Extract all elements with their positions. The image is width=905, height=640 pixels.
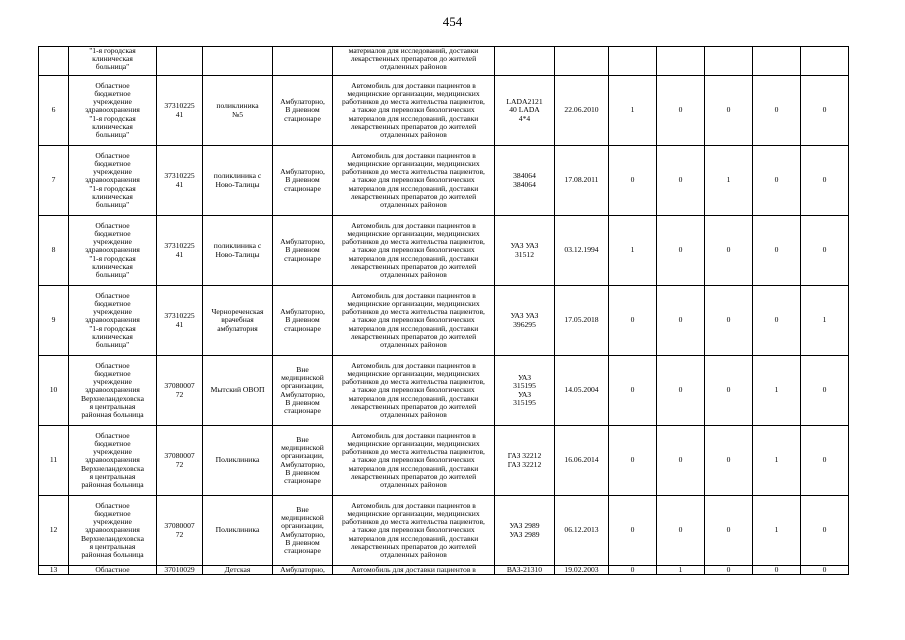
cell-date: [555, 47, 609, 76]
cell-count: 0: [705, 496, 753, 566]
table-row: [39, 216, 849, 286]
cell-model: ВАЗ-21310: [495, 566, 555, 575]
cell-num: 13: [39, 566, 69, 575]
cell-organization: Областное бюджетное учреждение здравоохранения "1-я городская клиническая больница": [69, 76, 157, 146]
page-number: 454: [442, 14, 463, 29]
cell-date: 06.12.2013: [555, 496, 609, 566]
cell-purpose: Автомобиль для доставки пациентов в: [333, 566, 495, 575]
table-row-continued: [39, 47, 849, 76]
cell-count: 0: [657, 496, 705, 566]
cell-count: [801, 47, 849, 76]
cell-purpose: Автомобиль для доставки пациентов в медицинские организации, медицинских работников до места жительства пациентов, а также для перевозки биологических материалов для исследований, доставки лекарственных препаратов до жителей отдаленных районов: [333, 426, 495, 496]
cell-count: 0: [705, 426, 753, 496]
cell-date: 14.05.2004: [555, 356, 609, 426]
cell-date: 22.06.2010: [555, 76, 609, 146]
cell-count: 0: [753, 566, 801, 575]
cell-count: 0: [801, 566, 849, 575]
cell-code: 37080007 72: [157, 496, 203, 566]
cell-num: 7: [39, 146, 69, 216]
cell-count: [657, 47, 705, 76]
cell-num: 6: [39, 76, 69, 146]
cell-count: 0: [609, 356, 657, 426]
cell-num: 10: [39, 356, 69, 426]
cell-purpose: Автомобиль для доставки пациентов в медицинские организации, медицинских работников до места жительства пациентов, а также для перевозки биологических материалов для исследований, доставки лекарственных препаратов до жителей отдаленных районов: [333, 356, 495, 426]
cell-code: 37310225 41: [157, 216, 203, 286]
cell-organization: "1-я городская клиническая больница": [69, 47, 157, 76]
cell-care-type: Амбулаторно,: [273, 566, 333, 575]
cell-organization: Областное бюджетное учреждение здравоохранения "1-я городская клиническая больница": [69, 146, 157, 216]
cell-date: 17.05.2018: [555, 286, 609, 356]
cell-count: 0: [609, 286, 657, 356]
cell-purpose: Автомобиль для доставки пациентов в медицинские организации, медицинских работников до места жительства пациентов, а также для перевозки биологических материалов для исследований, доставки лекарственных препаратов до жителей отдаленных районов: [333, 496, 495, 566]
cell-code: [157, 47, 203, 76]
table-row: [39, 146, 849, 216]
cell-model: УАЗ 315195 УАЗ 315195: [495, 356, 555, 426]
cell-count: 0: [801, 426, 849, 496]
cell-model: LADA2121 40 LADA 4*4: [495, 76, 555, 146]
cell-count: 0: [609, 146, 657, 216]
cell-model: УАЗ УАЗ 396295: [495, 286, 555, 356]
cell-num: 9: [39, 286, 69, 356]
cell-count: 0: [705, 566, 753, 575]
cell-num: 12: [39, 496, 69, 566]
cell-count: 0: [657, 426, 705, 496]
cell-care-type: Амбулаторно, В дневном стационаре: [273, 286, 333, 356]
cell-model: 384064 384064: [495, 146, 555, 216]
cell-count: 0: [753, 286, 801, 356]
cell-count: 0: [801, 356, 849, 426]
cell-num: [39, 47, 69, 76]
vehicle-table: [38, 46, 849, 575]
cell-count: 1: [753, 356, 801, 426]
cell-date: 03.12.1994: [555, 216, 609, 286]
cell-count: 0: [609, 426, 657, 496]
cell-care-type: Вне медицинской организации, Амбулаторно, В дневном стационаре: [273, 356, 333, 426]
cell-count: 0: [801, 216, 849, 286]
cell-count: 0: [657, 216, 705, 286]
cell-unit: Мытский ОВОП: [203, 356, 273, 426]
cell-model: УАЗ УАЗ 31512: [495, 216, 555, 286]
cell-care-type: Вне медицинской организации, Амбулаторно, В дневном стационаре: [273, 496, 333, 566]
cell-date: 16.06.2014: [555, 426, 609, 496]
cell-count: 0: [801, 146, 849, 216]
cell-count: 1: [609, 76, 657, 146]
cell-count: 0: [705, 286, 753, 356]
cell-organization: Областное бюджетное учреждение здравоохранения "1-я городская клиническая больница": [69, 286, 157, 356]
cell-unit: [203, 47, 273, 76]
cell-purpose: Автомобиль для доставки пациентов в медицинские организации, медицинских работников до места жительства пациентов, а также для перевозки биологических материалов для исследований, доставки лекарственных препаратов до жителей отдаленных районов: [333, 286, 495, 356]
cell-count: 1: [753, 426, 801, 496]
vehicle-table-container: [38, 46, 848, 575]
cell-count: 0: [609, 496, 657, 566]
cell-care-type: [273, 47, 333, 76]
cell-count: 0: [657, 356, 705, 426]
cell-count: 0: [705, 356, 753, 426]
cell-organization: Областное бюджетное учреждение здравоохранения Верхнеландеховска я центральная районная больница: [69, 426, 157, 496]
cell-count: 1: [609, 216, 657, 286]
cell-unit: Чернореченская врачебная амбулатория: [203, 286, 273, 356]
cell-organization: Областное бюджетное учреждение здравоохранения Верхнеландеховска я центральная районная больница: [69, 496, 157, 566]
cell-care-type: Амбулаторно, В дневном стационаре: [273, 76, 333, 146]
table-row: [39, 356, 849, 426]
cell-unit: поликлиника №5: [203, 76, 273, 146]
cell-code: 37310225 41: [157, 286, 203, 356]
cell-code: 37310225 41: [157, 146, 203, 216]
cell-count: 0: [657, 76, 705, 146]
cell-unit: Поликлиника: [203, 426, 273, 496]
cell-count: [705, 47, 753, 76]
cell-date: 19.02.2003: [555, 566, 609, 575]
cell-count: 1: [801, 286, 849, 356]
table-row: [39, 496, 849, 566]
cell-code: 37310225 41: [157, 76, 203, 146]
cell-unit: Поликлиника: [203, 496, 273, 566]
cell-count: [609, 47, 657, 76]
cell-organization: Областное бюджетное учреждение здравоохранения Верхнеландеховска я центральная районная больница: [69, 356, 157, 426]
cell-count: 0: [705, 76, 753, 146]
cell-purpose: Автомобиль для доставки пациентов в медицинские организации, медицинских работников до места жительства пациентов, а также для перевозки биологических материалов для исследований, доставки лекарственных препаратов до жителей отдаленных районов: [333, 216, 495, 286]
cell-count: 1: [657, 566, 705, 575]
cell-code: 37010029: [157, 566, 203, 575]
table-row: [39, 286, 849, 356]
cell-date: 17.08.2011: [555, 146, 609, 216]
cell-code: 37080007 72: [157, 426, 203, 496]
cell-care-type: Вне медицинской организации, Амбулаторно, В дневном стационаре: [273, 426, 333, 496]
cell-count: 0: [753, 146, 801, 216]
table-row: [39, 76, 849, 146]
cell-care-type: Амбулаторно, В дневном стационаре: [273, 146, 333, 216]
cell-unit: поликлиника с Ново-Талицы: [203, 146, 273, 216]
cell-count: 0: [657, 286, 705, 356]
cell-unit: Детская: [203, 566, 273, 575]
cell-num: 11: [39, 426, 69, 496]
cell-count: 0: [753, 216, 801, 286]
cell-count: [753, 47, 801, 76]
cell-count: 1: [753, 496, 801, 566]
cell-model: УАЗ 2989 УАЗ 2989: [495, 496, 555, 566]
cell-organization: Областное: [69, 566, 157, 575]
cell-care-type: Амбулаторно, В дневном стационаре: [273, 216, 333, 286]
cell-purpose: материалов для исследований, доставки лекарственных препаратов до жителей отдаленных районов: [333, 47, 495, 76]
cell-count: 0: [801, 76, 849, 146]
cell-code: 37080007 72: [157, 356, 203, 426]
table-row: [39, 426, 849, 496]
cell-count: 0: [657, 146, 705, 216]
cell-organization: Областное бюджетное учреждение здравоохранения "1-я городская клиническая больница": [69, 216, 157, 286]
cell-count: 0: [705, 216, 753, 286]
table-row-truncated: [39, 566, 849, 575]
cell-count: 0: [753, 76, 801, 146]
cell-model: ГАЗ 32212 ГАЗ 32212: [495, 426, 555, 496]
cell-model: [495, 47, 555, 76]
cell-count: 0: [609, 566, 657, 575]
cell-count: 1: [705, 146, 753, 216]
cell-num: 8: [39, 216, 69, 286]
cell-unit: поликлиника с Ново-Талицы: [203, 216, 273, 286]
cell-purpose: Автомобиль для доставки пациентов в медицинские организации, медицинских работников до места жительства пациентов, а также для перевозки биологических материалов для исследований, доставки лекарственных препаратов до жителей отдаленных районов: [333, 146, 495, 216]
cell-count: 0: [801, 496, 849, 566]
cell-purpose: Автомобиль для доставки пациентов в медицинские организации, медицинских работников до места жительства пациентов, а также для перевозки биологических материалов для исследований, доставки лекарственных препаратов до жителей отдаленных районов: [333, 76, 495, 146]
